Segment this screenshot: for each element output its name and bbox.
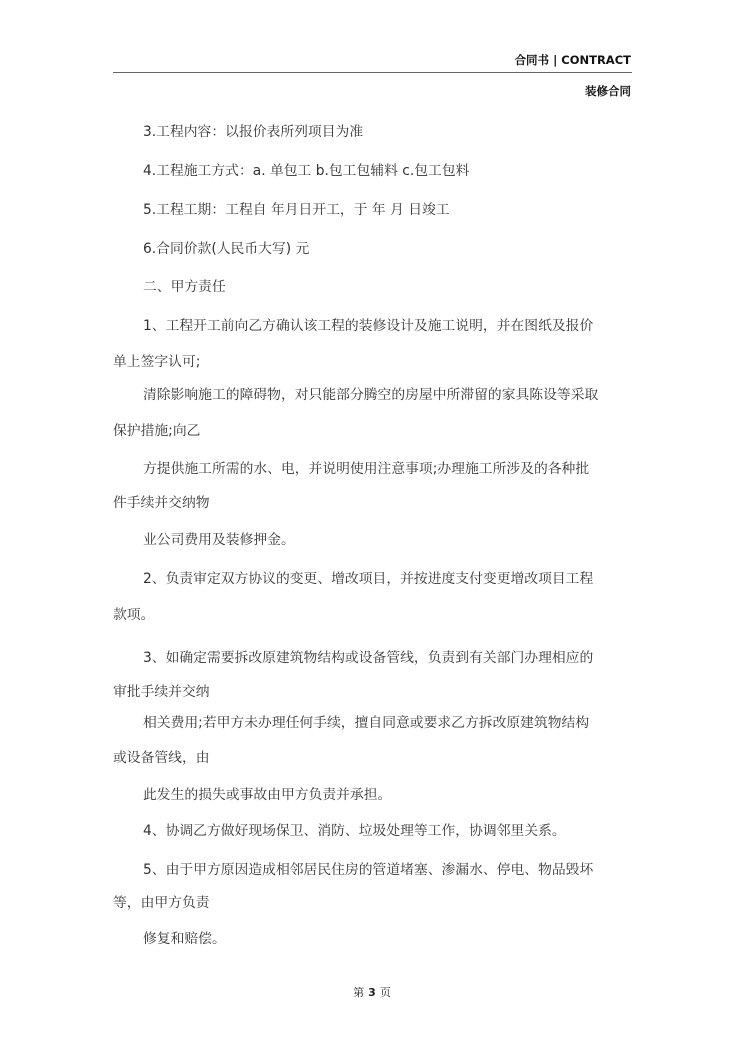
body-line: 或设备管线，由 <box>113 750 210 766</box>
body-line: 等，由甲方负责 <box>113 895 210 911</box>
header-subtitle: 装修合同 <box>585 84 631 98</box>
body-line: 单上签字认可; <box>113 354 201 370</box>
header-title: 合同书 | CONTRACT <box>514 53 631 67</box>
body-line: 此发生的损失或事故由甲方负责并承担。 <box>143 787 392 803</box>
footer-suffix: 页 <box>379 986 391 999</box>
body-line: 保护措施;向乙 <box>113 423 201 439</box>
body-line: 1、工程开工前向乙方确认该工程的装修设计及施工说明，并在图纸及报价 <box>143 318 594 334</box>
body-line: 款项。 <box>113 607 155 623</box>
body-line: 相关费用;若甲方未办理任何手续，擅自同意或要求乙方拆改原建筑物结构 <box>143 715 590 731</box>
body-line: 5.工程工期：工程自 年月日开工，于 年 月 日竣工 <box>143 202 450 218</box>
body-line: 6.合同价款(人民币大写) 元 <box>143 241 310 257</box>
body-line: 清除影响施工的障碍物，对只能部分腾空的房屋中所滞留的家具陈设等采取 <box>143 387 599 403</box>
page-number: 3 <box>368 986 376 999</box>
body-line: 2、负责审定双方协议的变更、增改项目，并按进度支付变更增改项目工程 <box>143 571 594 587</box>
body-line: 方提供施工所需的水、电，并说明使用注意事项;办理施工所涉及的各种批 <box>143 461 590 477</box>
page-footer <box>0 984 744 1000</box>
body-line: 3.工程内容：以报价表所列项目为准 <box>143 124 364 140</box>
body-line: 业公司费用及装修押金。 <box>143 532 295 548</box>
body-line: 4.工程施工方式：a. 单包工 b.包工包辅料 c.包工包料 <box>143 163 470 179</box>
section-heading: 二、甲方责任 <box>143 279 226 295</box>
header-divider <box>113 72 632 73</box>
body-line: 3、如确定需要拆改原建筑物结构或设备管线，负责到有关部门办理相应的 <box>143 650 594 666</box>
body-line: 审批手续并交纳 <box>113 684 210 700</box>
body-line: 修复和赔偿。 <box>143 931 226 947</box>
body-line: 4、协调乙方做好现场保卫、消防、垃圾处理等工作，协调邻里关系。 <box>143 823 566 839</box>
footer-prefix: 第 <box>353 986 365 999</box>
body-line: 件手续并交纳物 <box>113 495 210 511</box>
body-line: 5、由于甲方原因造成相邻居民住房的管道堵塞、渗漏水、停电、物品毁坏 <box>143 862 594 878</box>
